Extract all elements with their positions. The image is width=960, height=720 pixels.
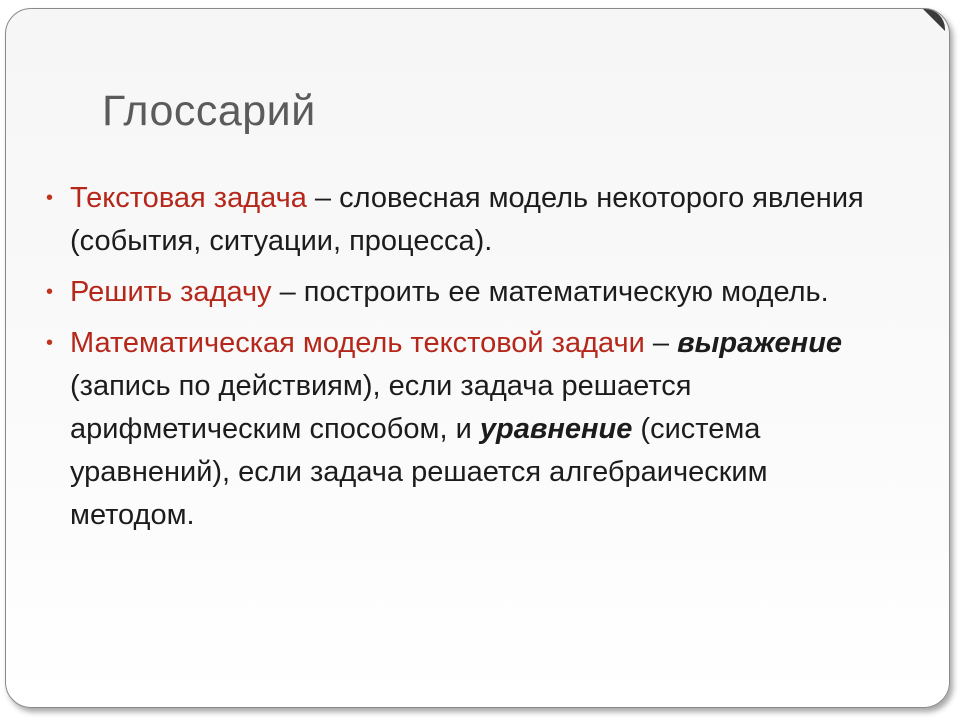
glossary-item-math-model <box>46 322 866 537</box>
glossary-item-solve-problem <box>46 271 866 314</box>
definition-math-model-b: (запись по действиям), если задача решается арифметическим способом, и <box>70 370 692 445</box>
definition-math-model-a: – <box>644 327 678 359</box>
corner-decoration <box>923 9 945 31</box>
term-solve-problem: Решить задачу <box>70 276 272 308</box>
definition-math-model-c: (система уравнений), если задача решается алгебраическим методом. <box>70 413 768 531</box>
emphasis-expression: выражение <box>677 327 843 359</box>
definition-solve-problem: – построить ее математическую модель. <box>271 276 829 308</box>
slide-frame <box>5 8 950 708</box>
glossary-list <box>46 177 866 545</box>
slide-title: Глоссарий <box>102 87 316 135</box>
emphasis-equation: уравнение <box>479 413 633 445</box>
bullet-dot-icon: • <box>46 281 54 303</box>
term-math-model: Математическая модель текстовой задачи <box>70 327 645 359</box>
definition-text-problem: – словесная модель некоторого явления (события, ситуации, процесса). <box>70 182 864 257</box>
bullet-dot-icon: • <box>46 332 54 354</box>
term-text-problem: Текстовая задача <box>70 182 307 214</box>
bullet-dot-icon: • <box>46 187 54 209</box>
glossary-item-text-problem <box>46 177 866 263</box>
